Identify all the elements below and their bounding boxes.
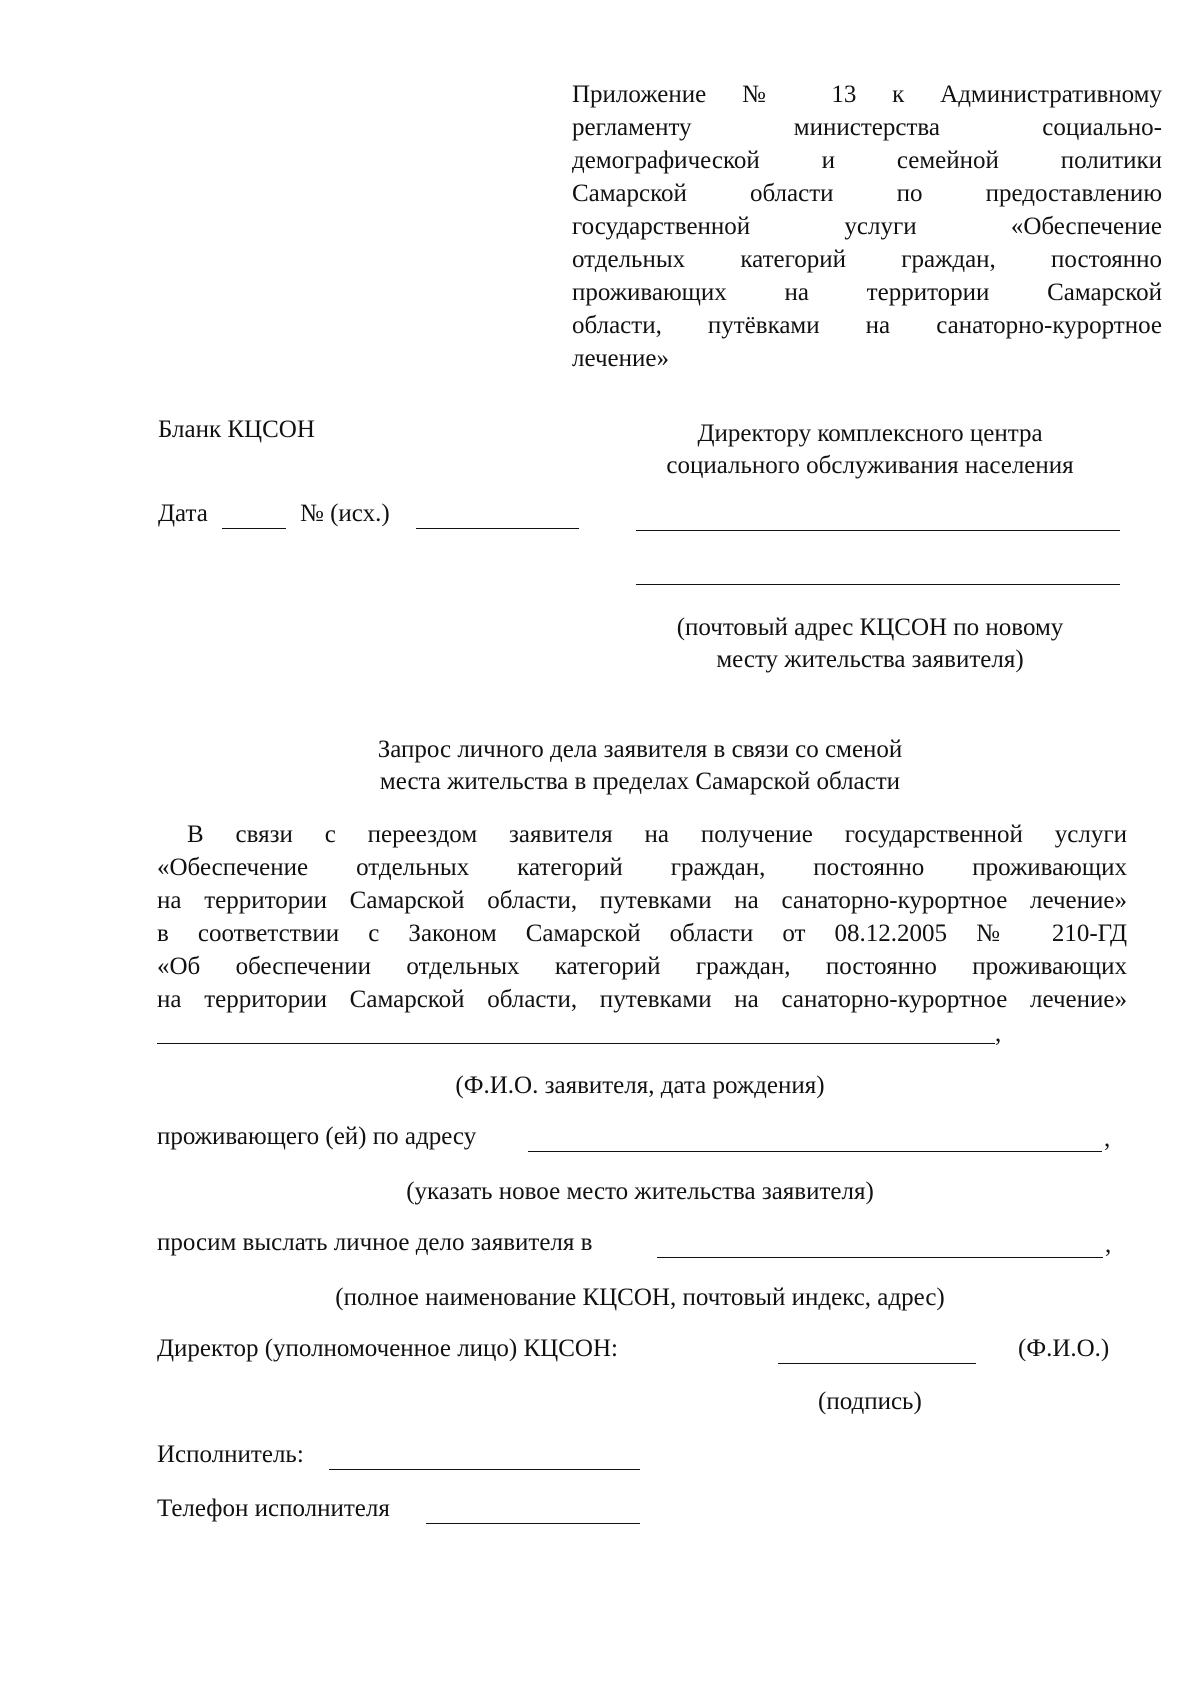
addressee-block bbox=[620, 418, 1120, 482]
blank-label: Бланк КЦСОН bbox=[158, 416, 315, 443]
appendix-line: проживающих на территории Самарской bbox=[572, 279, 1162, 306]
appendix-line: государственной услуги «Обеспечение bbox=[572, 213, 1162, 240]
residing-label: проживающего (ей) по адресу bbox=[157, 1123, 477, 1150]
addressee-line: социального обслуживания населения bbox=[666, 452, 1074, 479]
executor-field[interactable] bbox=[329, 1469, 640, 1470]
addressee-field-1[interactable] bbox=[636, 530, 1120, 531]
executor-phone-label: Телефон исполнителя bbox=[157, 1495, 390, 1522]
body-line: «Обеспечение отдельных категорий граждан, постоянно проживающих bbox=[157, 854, 1127, 881]
number-label: № (исх.) bbox=[300, 500, 390, 527]
new-address-caption: (указать новое место жительства заявителя) bbox=[406, 1178, 874, 1205]
executor-phone-field[interactable] bbox=[426, 1523, 640, 1524]
document-title bbox=[250, 734, 1030, 798]
body-line: в соответствии с Законом Самарской области от 08.12.2005 № 210-ГД bbox=[157, 920, 1127, 947]
fio-caption: (Ф.И.О. заявителя, дата рождения) bbox=[455, 1072, 825, 1099]
signature-caption: (подпись) bbox=[818, 1388, 922, 1415]
title-line: Запрос личного дела заявителя в связи со сменой bbox=[377, 736, 903, 763]
title-line: места жительства в пределах Самарской области bbox=[379, 768, 901, 795]
kcson-address-field[interactable] bbox=[657, 1257, 1103, 1258]
appendix-line: Приложение № 13 к Административному bbox=[572, 81, 1162, 108]
appendix-line: регламенту министерства социально- bbox=[572, 114, 1162, 141]
date-field[interactable] bbox=[222, 528, 286, 529]
request-label: просим выслать личное дело заявителя в bbox=[157, 1229, 593, 1256]
address-caption-line: (почтовый адрес КЦСОН по новому bbox=[676, 614, 1064, 641]
body-line: на территории Самарской области, путевками на санаторно-курортное лечение» bbox=[157, 887, 1127, 914]
appendix-line: отдельных категорий граждан, постоянно bbox=[572, 246, 1162, 273]
body-line: на территории Самарской области, путевками на санаторно-курортное лечение» bbox=[157, 986, 1127, 1013]
body-paragraph bbox=[157, 818, 1127, 1016]
request-comma: , bbox=[1105, 1231, 1112, 1258]
body-line: В связи с переездом заявителя на получение государственной услуги bbox=[187, 821, 1127, 848]
address-comma: , bbox=[1104, 1125, 1111, 1152]
appendix-line: лечение» bbox=[572, 345, 669, 372]
number-field[interactable] bbox=[416, 528, 579, 529]
director-fio: (Ф.И.О.) bbox=[1018, 1335, 1110, 1362]
date-label: Дата bbox=[158, 500, 208, 527]
appendix-line: Самарской области по предоставлению bbox=[572, 180, 1162, 207]
applicant-fio-field[interactable] bbox=[157, 1043, 995, 1044]
appendix-line: области, путёвками на санаторно-курортное bbox=[572, 312, 1162, 339]
signature-field[interactable] bbox=[778, 1363, 976, 1364]
addressee-field-2[interactable] bbox=[636, 584, 1120, 585]
new-address-field[interactable] bbox=[528, 1151, 1102, 1152]
appendix-line: демографической и семейной политики bbox=[572, 147, 1162, 174]
executor-label: Исполнитель: bbox=[157, 1441, 304, 1468]
director-label: Директор (уполномоченное лицо) КЦСОН: bbox=[157, 1335, 618, 1362]
address-caption bbox=[620, 612, 1120, 676]
kcson-caption: (полное наименование КЦСОН, почтовый индекс, адрес) bbox=[335, 1284, 945, 1311]
appendix-note bbox=[572, 78, 1162, 375]
fio-comma: , bbox=[995, 1020, 1002, 1047]
addressee-line: Директору комплексного центра bbox=[697, 420, 1043, 447]
body-line: «Об обеспечении отдельных категорий граждан, постоянно проживающих bbox=[157, 953, 1127, 980]
address-caption-line: месту жительства заявителя) bbox=[716, 646, 1024, 673]
